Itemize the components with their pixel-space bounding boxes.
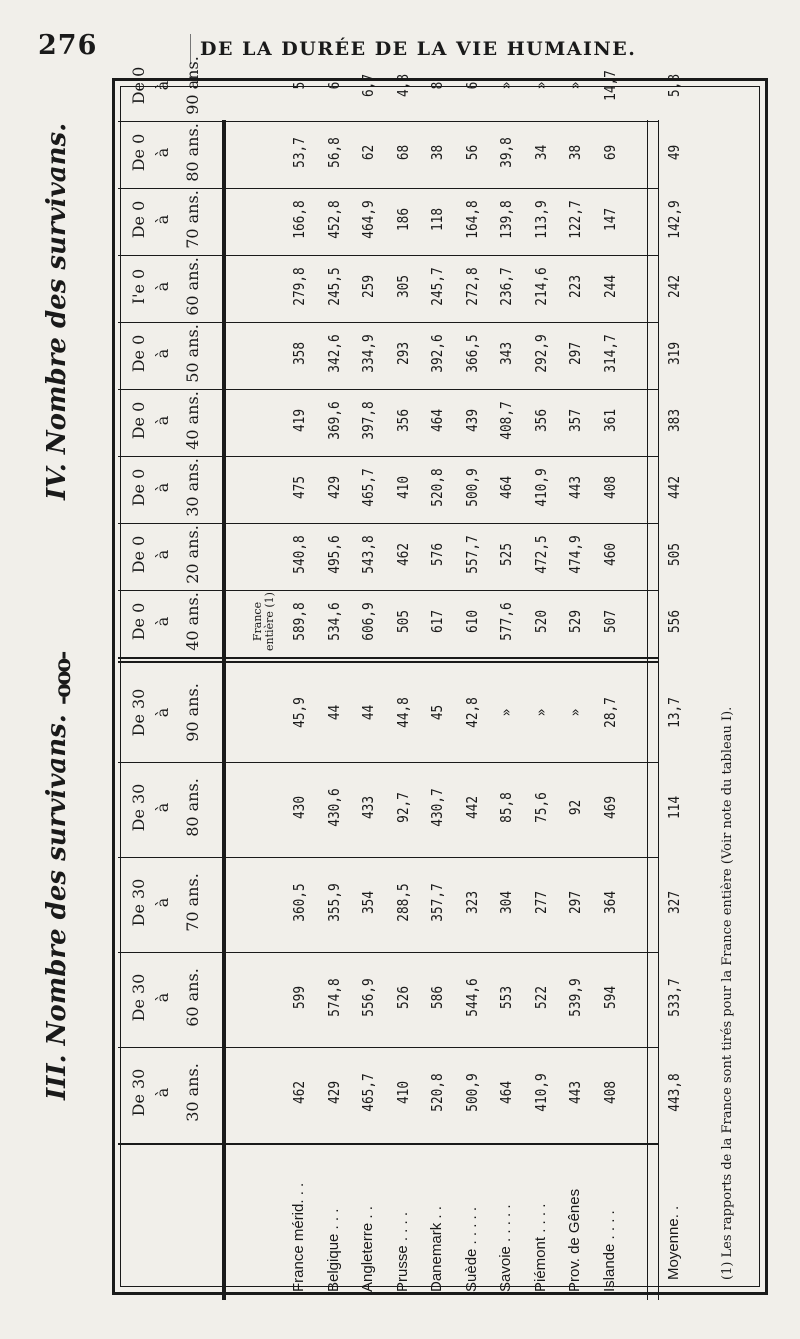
table-cell: 408 [600, 1080, 619, 1105]
column-header-to: à [153, 549, 172, 560]
column-header-to: à [153, 348, 172, 359]
column-header-age: 90 ans. [183, 56, 202, 115]
table-cell: 354 [359, 890, 377, 915]
table-cell: 464,9 [359, 200, 377, 239]
column-header-to: à [153, 281, 172, 292]
table-cell: 430,6 [324, 788, 343, 827]
column-header-to: à [153, 80, 172, 91]
column-header-to: à [153, 415, 172, 426]
column-header-to: à [153, 616, 172, 627]
average-cell: 319 [665, 341, 683, 366]
column-divider [118, 857, 658, 858]
table-cell: 56 [462, 144, 481, 161]
table-cell: 259 [359, 274, 377, 299]
table-cell: 433 [359, 795, 377, 820]
table-cell: 410 [393, 1080, 412, 1105]
average-cell: 242 [665, 274, 683, 299]
country-name: Belgique . . . [324, 1208, 342, 1292]
column-header-to: à [153, 707, 172, 718]
table-cell: 589,8 [290, 602, 308, 641]
table-cell: » [566, 81, 584, 90]
table-cell: 520,8 [428, 1073, 446, 1112]
table-cell: 610 [462, 609, 481, 634]
column-header-from: De 30 [129, 1068, 148, 1117]
column-header-age: 70 ans. [183, 873, 202, 932]
average-cell: 49 [665, 144, 683, 161]
table-cell: 223 [566, 274, 584, 299]
table-cell: 369,6 [324, 401, 343, 440]
column-header-from: De 30 [129, 688, 148, 737]
table-cell: 539,9 [566, 978, 584, 1017]
table-cell: 397,8 [359, 401, 377, 440]
table-cell: 186 [393, 207, 412, 232]
table-cell: 586 [428, 985, 446, 1010]
table-cell: 526 [393, 985, 412, 1010]
table-cell: 520 [531, 609, 550, 634]
column-header-to: à [153, 147, 172, 158]
table-cell: 42,8 [462, 697, 481, 728]
column-header-from: De 0 [129, 334, 148, 373]
country-name: Savoie . . . . . [497, 1204, 514, 1292]
table-cell: 475 [290, 475, 308, 500]
column-header-from: De 0 [129, 133, 148, 172]
table-cell: 474,9 [566, 535, 584, 574]
table-cell: 465,7 [359, 1073, 377, 1112]
table-cell: 113,9 [531, 200, 550, 239]
table-cell: 356 [531, 408, 550, 433]
country-name: Angleterre . . [359, 1206, 376, 1292]
table-title-iv: IV. Nombre des survivans. [42, 122, 72, 500]
average-cell: 505 [665, 542, 683, 567]
table-title-iii: III. Nombre des survivans. [42, 714, 72, 1100]
table-cell: 8 [428, 81, 446, 90]
table-cell: 75,6 [531, 792, 550, 823]
average-cell: 556 [665, 609, 683, 634]
table-cell: 525 [497, 542, 515, 567]
table-cell: 44 [324, 704, 343, 721]
table-cell: 28,7 [600, 697, 619, 728]
country-name: Danemark . . [428, 1206, 445, 1292]
table-cell: 14,7 [600, 70, 619, 101]
table-cell: 38 [428, 144, 446, 161]
column-divider [118, 523, 658, 524]
table-cell: 297 [566, 890, 584, 915]
table-bottom-rule [658, 120, 659, 1300]
average-cell: 13,7 [665, 697, 683, 728]
table-cell: 410,9 [531, 1073, 550, 1112]
ornament: -ooo- [50, 652, 76, 705]
table-cell: 38 [566, 144, 584, 161]
table-cell: 410,9 [531, 468, 550, 507]
table-cell: 520,8 [428, 468, 446, 507]
table-cell: 118 [428, 207, 446, 232]
table-cell: 430,7 [428, 788, 446, 827]
table-cell: 56,8 [324, 137, 343, 168]
table-cell: 360,5 [290, 883, 308, 922]
average-cell: 114 [665, 795, 683, 820]
table-cell: » [497, 708, 515, 717]
table-cell: 529 [566, 609, 584, 634]
country-column-divider [118, 1143, 658, 1145]
country-name: Prov. de Gênes [566, 1188, 583, 1292]
column-header-to: à [153, 992, 172, 1003]
header-bottom-rule [222, 120, 226, 1300]
column-header-age: 50 ans. [183, 324, 202, 383]
average-cell: 327 [665, 890, 683, 915]
table-cell: » [531, 81, 550, 90]
table-cell: 392,6 [428, 334, 446, 373]
table-cell: 53,7 [290, 137, 308, 168]
column-header-from: De 0 [129, 468, 148, 507]
table-cell: 62 [359, 144, 377, 161]
table-cell: 465,7 [359, 468, 377, 507]
table-cell: 357 [566, 408, 584, 433]
table-cell: 408,7 [497, 401, 515, 440]
column-header-age: 30 ans. [183, 1063, 202, 1122]
table-cell: 556,9 [359, 978, 377, 1017]
column-header-age: 30 ans. [183, 458, 202, 517]
table-cell: 462 [393, 542, 412, 567]
table-cell: 439 [462, 408, 481, 433]
column-header-age: 40 ans. [183, 391, 202, 450]
table-cell: 357,7 [428, 883, 446, 922]
column-header-age: 70 ans. [183, 190, 202, 249]
table-cell: 92,7 [393, 792, 412, 823]
table-cell: 245,7 [428, 267, 446, 306]
table-cell: » [497, 81, 515, 90]
table-cell: 6 [462, 81, 481, 90]
table-cell: 45,9 [290, 697, 308, 728]
table-cell: 443 [566, 475, 584, 500]
table-cell: 342,6 [324, 334, 343, 373]
column-header-from: I'e 0 [129, 268, 148, 305]
column-header-age: 60 ans. [183, 257, 202, 316]
table-cell: 139,8 [497, 200, 515, 239]
column-header-from: De 30 [129, 973, 148, 1022]
table-cell: 297 [566, 341, 584, 366]
table-split-double-rule [118, 661, 658, 663]
table-cell: 304 [497, 890, 515, 915]
france-entiere-label: France entière (1) [251, 592, 276, 651]
column-header-age: 80 ans. [183, 123, 202, 182]
table-cell: 544,6 [462, 978, 481, 1017]
column-header-from: De 0 [129, 602, 148, 641]
column-header-from: De 30 [129, 783, 148, 832]
table-cell: 39,8 [497, 137, 515, 168]
column-header-from: De 0 [129, 535, 148, 574]
table-cell: 540,8 [290, 535, 308, 574]
table-cell: 85,8 [497, 792, 515, 823]
table-cell: 314,7 [600, 334, 619, 373]
table-cell: 410 [393, 475, 412, 500]
table-cell: 6,7 [359, 73, 377, 98]
table-cell: 69 [600, 144, 619, 161]
table-cell: 6 [324, 81, 343, 90]
column-header-age: 40 ans. [183, 592, 202, 651]
table-cell: 245,5 [324, 267, 343, 306]
table-cell: 500,9 [462, 1073, 481, 1112]
table-cell: 293 [393, 341, 412, 366]
column-header-age: 20 ans. [183, 525, 202, 584]
table-cell: 429 [324, 1080, 343, 1105]
table-cell: 577,6 [497, 602, 515, 641]
table-cell: 355,9 [324, 883, 343, 922]
table-cell: 334,9 [359, 334, 377, 373]
table-cell: 557,7 [462, 535, 481, 574]
country-name: France mérid. . . [290, 1182, 307, 1292]
table-cell: 361 [600, 408, 619, 433]
table-cell: 617 [428, 609, 446, 634]
table-cell: 356 [393, 408, 412, 433]
table-cell: 45 [428, 704, 446, 721]
table-cell: 244 [600, 274, 619, 299]
column-divider [118, 590, 658, 591]
table-cell: 272,8 [462, 267, 481, 306]
average-cell: 142,9 [665, 200, 683, 239]
table-cell: 164,8 [462, 200, 481, 239]
column-divider [118, 389, 658, 390]
average-cell: 383 [665, 408, 683, 433]
table-cell: 500,9 [462, 468, 481, 507]
column-header-to: à [153, 897, 172, 908]
column-divider [118, 456, 658, 457]
footnote: (1) Les rapports de la France sont tirés pour la France entière (Voir note du tableau I). [720, 706, 735, 1280]
table-cell: 408 [600, 475, 619, 500]
table-cell: 543,8 [359, 535, 377, 574]
table-cell: 277 [531, 890, 550, 915]
table-cell: 553 [497, 985, 515, 1010]
country-name: Suède . . . . . [462, 1206, 480, 1292]
table-cell: 292,9 [531, 334, 550, 373]
table-cell: 364 [600, 890, 619, 915]
table-cell: 460 [600, 542, 619, 567]
column-header-to: à [153, 802, 172, 813]
column-divider [118, 322, 658, 323]
page-number: 276 [38, 30, 98, 61]
table-cell: » [531, 708, 550, 717]
average-label: Moyenne. . [665, 1205, 682, 1280]
column-header-from: De 30 [129, 878, 148, 927]
table-cell: 576 [428, 542, 446, 567]
table-split-double-rule [118, 657, 658, 659]
column-divider [118, 188, 658, 189]
column-header-to: à [153, 1087, 172, 1098]
table-cell: 599 [290, 985, 308, 1010]
table-cell: 430 [290, 795, 308, 820]
table-cell: 507 [600, 609, 619, 634]
column-divider [118, 762, 658, 763]
table-cell: 419 [290, 408, 308, 433]
table-cell: 534,6 [324, 602, 343, 641]
table-cell: 323 [462, 890, 481, 915]
column-header-from: De 0 [129, 200, 148, 239]
column-header-age: 60 ans. [183, 968, 202, 1027]
table-cell: 279,8 [290, 267, 308, 306]
average-cell: 533,7 [665, 978, 683, 1017]
table-cell: 594 [600, 985, 619, 1010]
table-cell: 574,8 [324, 978, 343, 1017]
running-head: DE LA DURÉE DE LA VIE HUMAINE. [200, 38, 637, 60]
table-cell: 429 [324, 475, 343, 500]
table-cell: 92 [566, 799, 584, 816]
country-name: Piémont . . . . [531, 1203, 549, 1292]
table-cell: 5 [290, 81, 308, 90]
table-cell: 147 [600, 207, 619, 232]
column-divider [118, 1047, 658, 1048]
table-cell: 4,8 [393, 73, 412, 98]
table-cell: 522 [531, 985, 550, 1010]
column-header-age: 90 ans. [183, 683, 202, 742]
table-cell: 606,9 [359, 602, 377, 641]
table-cell: 34 [531, 144, 550, 161]
table-cell: 236,7 [497, 267, 515, 306]
table-cell: 358 [290, 341, 308, 366]
column-header-from: De 0 [129, 66, 148, 105]
table-cell: 305 [393, 274, 412, 299]
table-cell: 472,5 [531, 535, 550, 574]
column-header-to: à [153, 482, 172, 493]
average-separator [647, 120, 648, 1300]
table-cell: 68 [393, 144, 412, 161]
table-cell: 343 [497, 341, 515, 366]
table-cell: 443 [566, 1080, 584, 1105]
average-cell: 442 [665, 475, 683, 500]
table-cell: 464 [497, 475, 515, 500]
table-cell: 442 [462, 795, 481, 820]
table-cell: 44,8 [393, 697, 412, 728]
table-cell: 462 [290, 1080, 308, 1105]
table-cell: 495,6 [324, 535, 343, 574]
table-cell: 469 [600, 795, 619, 820]
rotated-table [42, 56, 735, 1300]
column-header-to: à [153, 214, 172, 225]
column-header-from: De 0 [129, 401, 148, 440]
average-cell: 5,8 [665, 73, 683, 98]
column-header-age: 80 ans. [183, 778, 202, 837]
table-cell: 505 [393, 609, 412, 634]
table-cell: 464 [497, 1080, 515, 1105]
table-cell: 166,8 [290, 200, 308, 239]
column-divider [118, 121, 658, 122]
table-cell: 452,8 [324, 200, 343, 239]
country-name: Islande . . . . [600, 1210, 618, 1292]
table-cell: 122,7 [566, 200, 584, 239]
country-name: Prusse . . . . [393, 1211, 411, 1292]
table-cell: 366,5 [462, 334, 481, 373]
table-cell: » [566, 708, 584, 717]
column-divider [118, 952, 658, 953]
table-cell: 44 [359, 704, 377, 721]
column-divider [118, 255, 658, 256]
table-cell: 288,5 [393, 883, 412, 922]
table-cell: 464 [428, 408, 446, 433]
average-cell: 443,8 [665, 1073, 683, 1112]
table-cell: 214,6 [531, 267, 550, 306]
